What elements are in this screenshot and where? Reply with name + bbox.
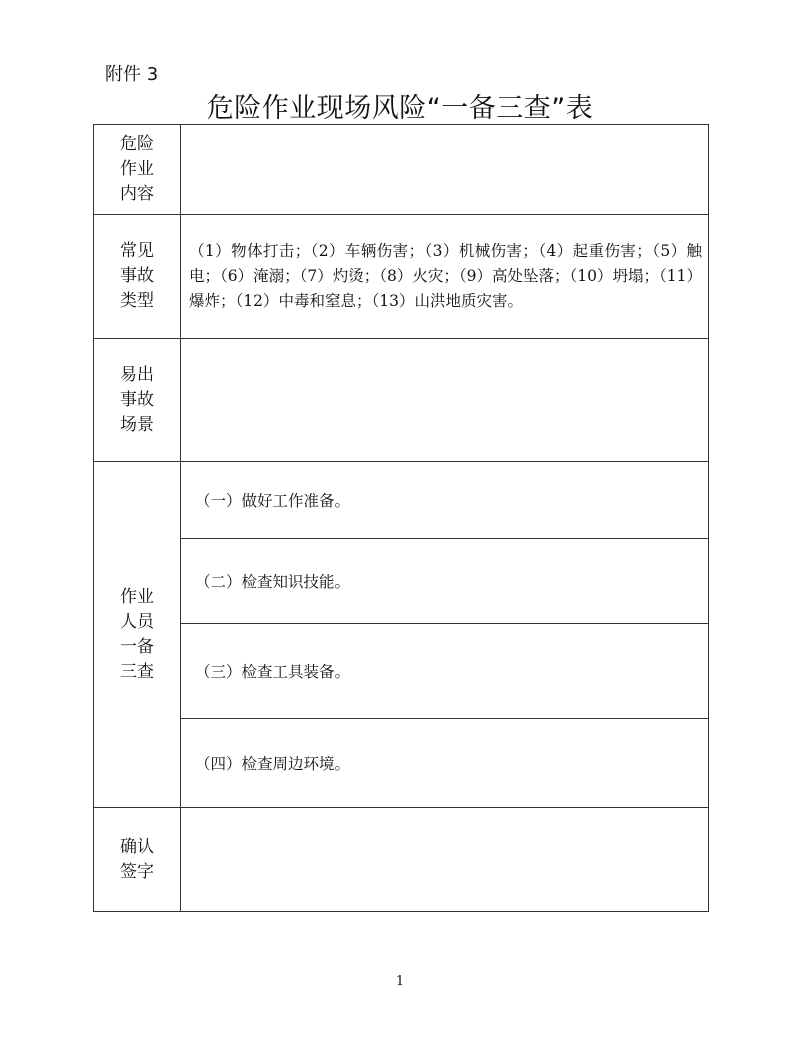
accident-types-value [181, 215, 709, 339]
accident-types-text: （1）物体打击；（2）车辆伤害；（3）机械伤害；（4）起重伤害；（5）触电；（6）淹溺；（7）灼烫；（8）火灾；（9）高处坠落；（10）坍塌；（11）爆炸；（12）中毒和窒息；（13）山洪地质灾害。 [189, 242, 702, 310]
label-accident-types: 常见 事故 类型 [94, 215, 181, 339]
attachment-label: 附件 3 [105, 64, 159, 85]
table-row-check-4 [94, 719, 709, 808]
check-item-prepare[interactable]: （一）做好工作准备。 [181, 462, 709, 539]
page-number: 1 [395, 974, 405, 989]
signature-field[interactable] [181, 808, 709, 912]
label-accident-scenes: 易出 事故 场景 [94, 339, 181, 462]
label-signature: 确认 签字 [94, 808, 181, 912]
check-item-knowledge[interactable]: （二）检查知识技能。 [181, 539, 709, 624]
label-one-prep-three-checks: 作业 人员 一备 三查 [94, 462, 181, 808]
work-content-field[interactable] [181, 125, 709, 215]
check-item-environment[interactable]: （四）检查周边环境。 [181, 719, 709, 808]
label-work-content: 危险 作业 内容 [94, 125, 181, 215]
table-row-content [94, 125, 709, 215]
page-title: 危险作业现场风险“一备三查”表 [206, 93, 594, 124]
table-row-scenes [94, 339, 709, 462]
table-row-check-2 [94, 539, 709, 624]
table-row-signature [94, 808, 709, 912]
check-item-tools[interactable]: （三）检查工具装备。 [181, 624, 709, 719]
table-row-check-1 [94, 462, 709, 539]
table-row-check-3 [94, 624, 709, 719]
risk-check-table [93, 124, 709, 912]
accident-scenes-field[interactable] [181, 339, 709, 462]
table-row-accident-types [94, 215, 709, 339]
